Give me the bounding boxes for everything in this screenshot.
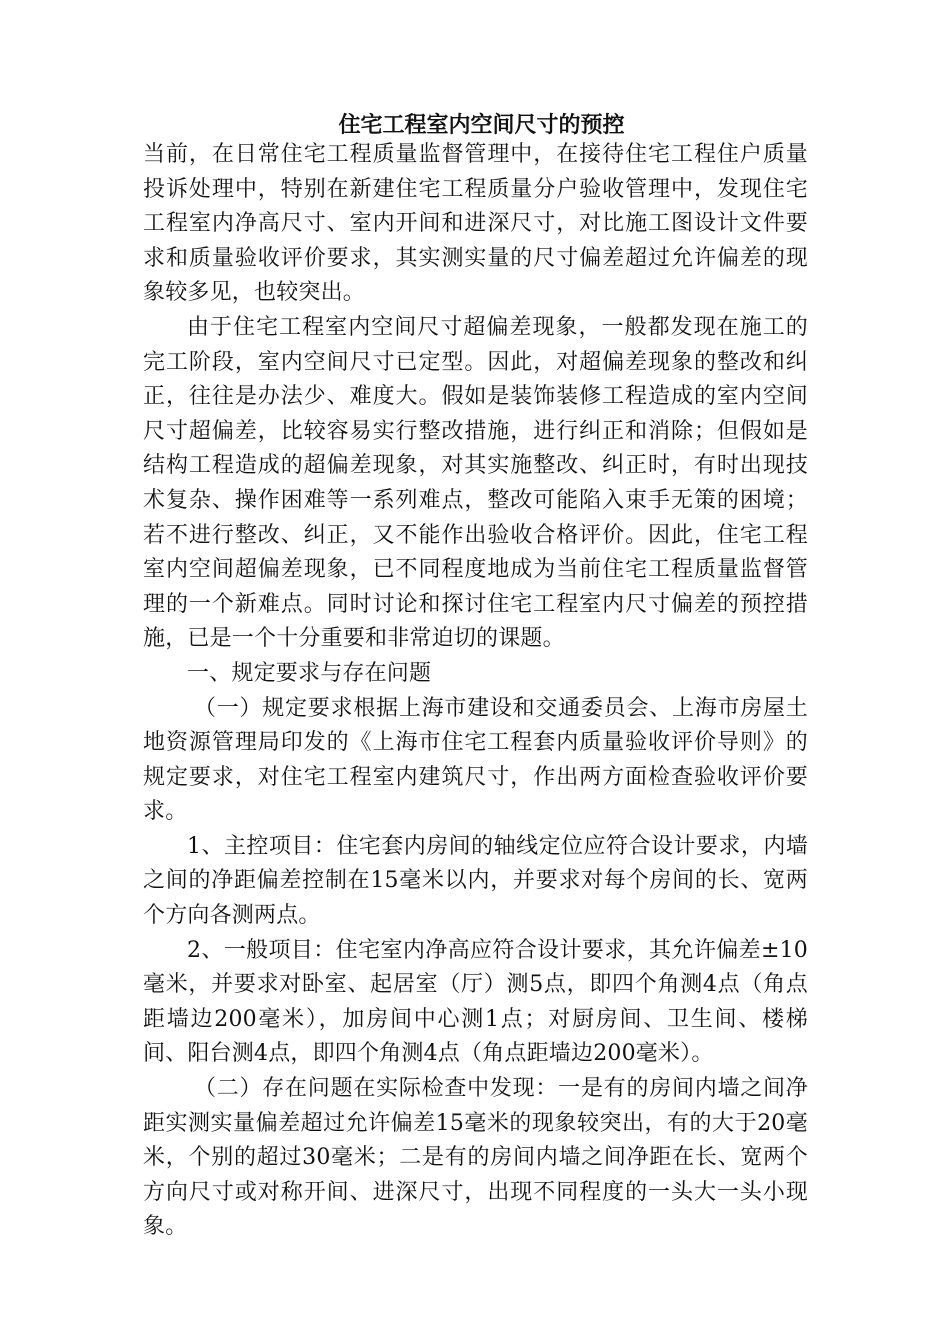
document-page — [143, 112, 808, 1245]
paragraph-background: 由于住宅工程室内空间尺寸超偏差现象，一般都发现在施工的完工阶段，室内空间尺寸已定型。因此，对超偏差现象的整改和纠正，往往是办法少、难度大。假如是装饰装修工程造成的室内空间尺寸超偏差，比较容易实行整改措施，进行纠正和消除；但假如是结构工程造成的超偏差现象，对其实施整改、纠正时，有时出现技术复杂、操作困难等一系列难点，整改可能陷入束手无策的困境；若不进行整改、纠正，又不能作出验收合格评价。因此，住宅工程室内空间超偏差现象，已不同程度地成为当前住宅工程质量监督管理的一个新难点。同时讨论和探讨住宅工程室内尺寸偏差的预控措施，已是一个十分重要和非常迫切的课题。 — [143, 314, 808, 652]
item-general: 2、一般项目：住宅室内净高应符合设计要求，其允许偏差±10毫米，并要求对卧室、起居室（厅）测5点，即四个角测4点（角点距墙边200毫米），加房间中心测1点；对厨房间、卫生间、楼梯间、阳台测4点，即四个角测4点（角点距墙边200毫米）。 — [143, 937, 808, 1067]
subsection-requirements: （一）规定要求根据上海市建设和交通委员会、上海市房屋土地资源管理局印发的《上海市住宅工程套内质量验收评价导则》的规定要求，对住宅工程室内建筑尺寸，作出两方面检查验收评价要求。 — [143, 695, 808, 825]
subsection-problems: （二）存在问题在实际检查中发现：一是有的房间内墙之间净距实测实量偏差超过允许偏差15毫米的现象较突出，有的大于20毫米，个别的超过30毫米；二是有的房间内墙之间净距在长、宽两个方向尺寸或对称开间、进深尺寸，出现不同程度的一头大一头小现象。 — [143, 1076, 808, 1240]
document-title: 住宅工程室内空间尺寸的预控 — [338, 112, 625, 138]
item-main-control: 1、主控项目：住宅套内房间的轴线定位应符合设计要求，内墙之间的净距偏差控制在15毫米以内，并要求对每个房间的长、宽两个方向各测两点。 — [143, 833, 808, 929]
section-heading-1: 一、规定要求与存在问题 — [187, 660, 432, 686]
paragraph-intro: 当前，在日常住宅工程质量监督管理中，在接待住宅工程住户质量投诉处理中，特别在新建住宅工程质量分户验收管理中，发现住宅工程室内净高尺寸、室内开间和进深尺寸，对比施工图设计文件要求和质量验收评价要求，其实测实量的尺寸偏差超过允许偏差的现象较多见，也较突出。 — [143, 142, 808, 306]
